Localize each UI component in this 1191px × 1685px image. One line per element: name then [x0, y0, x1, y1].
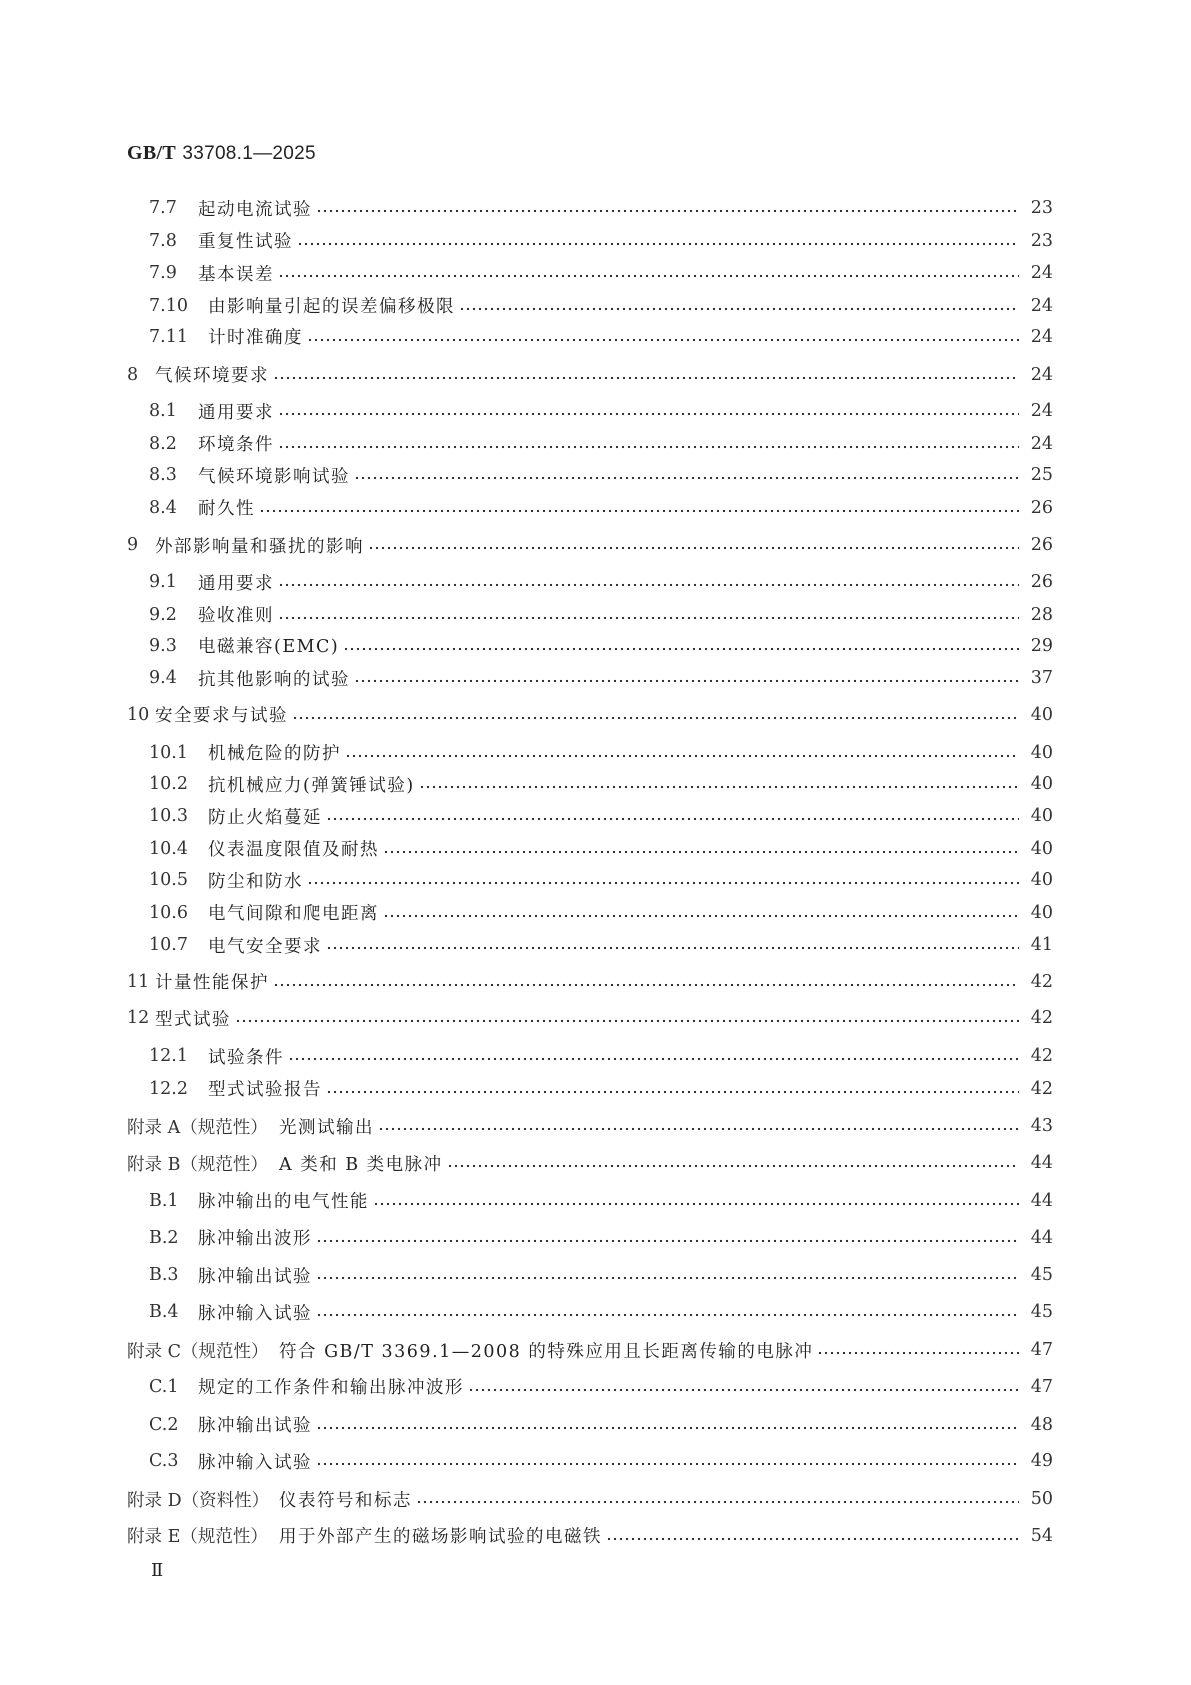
toc-entry[interactable] — [0, 901, 1191, 925]
toc-page: 24 — [1030, 364, 1053, 385]
standard-number: 33708.1—2025 — [182, 143, 316, 164]
dot-leader — [307, 338, 1019, 342]
dot-leader — [288, 1057, 1019, 1061]
toc-entry[interactable] — [0, 804, 1191, 828]
toc-entry[interactable] — [0, 837, 1191, 861]
toc-entry[interactable] — [0, 741, 1191, 765]
page-number: Ⅱ — [151, 1560, 164, 1581]
toc-number: B.3 — [149, 1265, 179, 1286]
toc-page: 47 — [1030, 1376, 1053, 1397]
toc-entry[interactable] — [0, 363, 1191, 387]
toc-page: 45 — [1030, 1265, 1053, 1286]
toc-page: 44 — [1030, 1190, 1053, 1211]
dot-leader — [316, 1313, 1019, 1317]
toc-number: 7.10 — [149, 295, 188, 316]
toc-number: 10.1 — [149, 742, 188, 763]
toc-entry[interactable] — [0, 432, 1191, 456]
toc-title: 抗机械应力(弹簧锤试验) — [208, 775, 415, 796]
dot-leader — [345, 754, 1019, 758]
dot-leader — [373, 1202, 1019, 1206]
toc-title: 脉冲输入试验 — [198, 1452, 312, 1473]
dot-leader — [326, 1090, 1019, 1094]
toc-entry[interactable] — [0, 634, 1191, 658]
toc-entry[interactable] — [0, 570, 1191, 594]
toc-number: 9.1 — [149, 572, 177, 593]
dot-leader — [316, 1426, 1019, 1430]
toc-number: 10.4 — [149, 838, 188, 859]
toc-title: 符合 GB/T 3369.1—2008 的特殊应用且长距离传输的电脉冲 — [279, 1341, 814, 1362]
dot-leader — [416, 1500, 1019, 1504]
toc-number: 8.4 — [149, 497, 177, 518]
toc-entry[interactable] — [0, 1077, 1191, 1101]
toc-number: 8 — [127, 364, 139, 385]
toc-number: 附录 E（规范性） — [127, 1527, 268, 1548]
toc-number: 附录 C（规范性） — [127, 1341, 269, 1362]
toc-entry[interactable] — [0, 1375, 1191, 1399]
toc-entry[interactable] — [0, 261, 1191, 285]
dot-leader — [383, 914, 1019, 918]
toc-title: 型式试验 — [155, 1009, 231, 1030]
toc-page: 47 — [1030, 1340, 1053, 1360]
dot-leader — [606, 1537, 1019, 1541]
toc-page: 54 — [1030, 1525, 1053, 1546]
toc-title: 脉冲输出的电气性能 — [198, 1192, 369, 1213]
dot-leader — [383, 850, 1019, 854]
dot-leader — [307, 881, 1019, 885]
toc-page: 26 — [1030, 572, 1053, 593]
dot-leader — [259, 509, 1019, 513]
dot-leader — [278, 616, 1019, 620]
toc-page: 50 — [1030, 1489, 1053, 1510]
toc-entry[interactable] — [0, 463, 1191, 487]
toc-title: 外部影响量和骚扰的影响 — [155, 536, 364, 557]
toc-title: 验收准则 — [198, 606, 274, 627]
toc-number: B.1 — [149, 1190, 179, 1211]
toc-page: 44 — [1030, 1227, 1053, 1248]
toc-entry[interactable] — [0, 1338, 1191, 1362]
toc-entry[interactable] — [0, 603, 1191, 627]
toc-page: 40 — [1030, 870, 1053, 891]
toc-number: 12.1 — [149, 1046, 188, 1067]
toc-entry[interactable] — [0, 703, 1191, 727]
toc-number: 12.2 — [149, 1078, 188, 1099]
toc-number: 9.2 — [149, 604, 177, 625]
toc-title: A 类和 B 类电脉冲 — [279, 1154, 443, 1175]
dot-leader — [354, 679, 1019, 683]
toc-page: 26 — [1030, 497, 1053, 518]
toc-title: 光测试输出 — [279, 1117, 374, 1138]
toc-page: 24 — [1030, 401, 1053, 422]
toc-title: 通用要求 — [198, 573, 274, 594]
toc-number: 8.2 — [149, 433, 177, 454]
toc-page: 24 — [1030, 433, 1053, 454]
toc-page: 43 — [1030, 1116, 1053, 1137]
dot-leader — [273, 983, 1019, 987]
document-header — [127, 142, 316, 165]
toc-entry[interactable] — [0, 868, 1191, 892]
toc-number: 11 — [127, 971, 150, 992]
toc-title: 脉冲输入试验 — [198, 1303, 312, 1324]
toc-title: 试验条件 — [208, 1047, 284, 1068]
toc-entry[interactable] — [0, 1226, 1191, 1250]
dot-leader — [468, 1388, 1019, 1392]
toc-title: 脉冲输出试验 — [198, 1416, 312, 1437]
toc-entry[interactable] — [0, 1449, 1191, 1473]
toc-entry[interactable] — [0, 1300, 1191, 1324]
toc-entry[interactable] — [0, 294, 1191, 318]
toc-title: 仪表符号和标志 — [279, 1490, 412, 1511]
toc-page: 42 — [1030, 1008, 1053, 1029]
dot-leader — [326, 817, 1019, 821]
toc-number: 10.3 — [149, 806, 188, 827]
toc-title: 型式试验报告 — [208, 1080, 322, 1101]
toc-entry[interactable] — [0, 970, 1191, 994]
toc-number: 9 — [127, 535, 139, 556]
toc-number: 10 — [127, 704, 150, 725]
toc-number: 8.1 — [149, 401, 177, 422]
toc-page: 44 — [1030, 1153, 1053, 1174]
toc-entry[interactable] — [0, 1487, 1191, 1511]
toc-number: 7.7 — [149, 198, 177, 219]
toc-number: 9.4 — [149, 668, 177, 689]
toc-entry[interactable] — [0, 325, 1191, 349]
toc-number: C.1 — [149, 1376, 179, 1397]
dot-leader — [292, 716, 1019, 720]
toc-title: 抗其他影响的试验 — [198, 669, 350, 690]
toc-entry[interactable] — [0, 399, 1191, 423]
dot-leader — [447, 1164, 1019, 1168]
toc-page: 25 — [1030, 465, 1053, 486]
toc-title: 耐久性 — [198, 499, 255, 520]
toc-number: C.2 — [149, 1414, 179, 1435]
toc-page: 48 — [1030, 1414, 1053, 1435]
dot-leader — [378, 1127, 1019, 1131]
toc-title: 机械危险的防护 — [208, 744, 341, 765]
toc-entry[interactable] — [0, 1189, 1191, 1213]
dot-leader — [343, 647, 1019, 651]
dot-leader — [278, 583, 1019, 587]
toc-entry[interactable] — [0, 1114, 1191, 1138]
toc-page: 40 — [1030, 704, 1053, 725]
toc-page: 42 — [1030, 1046, 1053, 1067]
dot-leader — [459, 307, 1019, 311]
toc-number: 9.3 — [149, 635, 177, 656]
toc-title: 规定的工作条件和输出脉冲波形 — [198, 1378, 464, 1399]
toc-title: 脉冲输出波形 — [198, 1229, 312, 1250]
toc-page: 23 — [1030, 230, 1053, 251]
toc-page: 40 — [1030, 806, 1053, 827]
toc-number: C.3 — [149, 1451, 179, 1472]
toc-number: 7.8 — [149, 230, 177, 251]
toc-number: 8.3 — [149, 465, 177, 486]
toc-title: 仪表温度限值及耐热 — [208, 840, 379, 861]
toc-title: 基本误差 — [198, 264, 274, 285]
toc-page: 40 — [1030, 742, 1053, 763]
standard-code: GB/T — [127, 142, 176, 164]
dot-leader — [316, 1276, 1019, 1280]
toc-title: 防止火焰蔓延 — [208, 807, 322, 828]
toc-title: 计时准确度 — [208, 328, 303, 349]
toc-entry[interactable] — [0, 196, 1191, 220]
toc-page: 40 — [1030, 774, 1053, 795]
toc-page: 29 — [1030, 635, 1053, 656]
toc-page: 42 — [1030, 1078, 1053, 1099]
toc-entry[interactable] — [0, 1006, 1191, 1030]
dot-leader — [297, 242, 1019, 246]
dot-leader — [817, 1351, 1019, 1355]
toc-title: 防尘和防水 — [208, 871, 303, 892]
toc-number: 10.2 — [149, 774, 188, 795]
toc-entry[interactable] — [0, 933, 1191, 957]
toc-entry[interactable] — [0, 533, 1191, 557]
toc-page: 24 — [1030, 295, 1053, 316]
toc-number: 10.7 — [149, 935, 188, 955]
toc-page: 23 — [1030, 198, 1053, 219]
toc-title: 环境条件 — [198, 435, 274, 456]
toc-title: 通用要求 — [198, 402, 274, 423]
toc-entry[interactable] — [0, 1263, 1191, 1287]
toc-page: 37 — [1030, 668, 1053, 689]
toc-page: 41 — [1030, 935, 1053, 955]
toc-number: 7.9 — [149, 263, 177, 284]
toc-entry[interactable] — [0, 1524, 1191, 1548]
toc-entry[interactable] — [0, 229, 1191, 253]
toc-title: 安全要求与试验 — [155, 706, 288, 727]
dot-leader — [326, 946, 1019, 950]
toc-page: 40 — [1030, 902, 1053, 923]
dot-leader — [278, 274, 1019, 278]
toc-title: 电磁兼容(EMC) — [198, 637, 340, 658]
toc-title: 重复性试验 — [198, 232, 293, 253]
toc-number: 附录 A（规范性） — [127, 1117, 268, 1138]
toc-entry[interactable] — [0, 1044, 1191, 1068]
toc-number: 10.5 — [149, 870, 188, 891]
toc-title: 用于外部产生的磁场影响试验的电磁铁 — [279, 1527, 602, 1548]
dot-leader — [316, 1239, 1019, 1243]
toc-page: 24 — [1030, 326, 1053, 347]
toc-page: 26 — [1030, 535, 1053, 556]
toc-number: 7.11 — [149, 326, 188, 347]
toc-number: 附录 D（资料性） — [127, 1490, 270, 1511]
toc-number: 10.6 — [149, 902, 188, 923]
dot-leader — [354, 476, 1019, 480]
dot-leader — [419, 785, 1019, 789]
toc-page: 49 — [1030, 1451, 1053, 1472]
toc-entry[interactable] — [0, 1413, 1191, 1437]
toc-title: 电气间隙和爬电距离 — [208, 904, 379, 925]
toc-entry[interactable] — [0, 496, 1191, 520]
dot-leader — [316, 209, 1019, 213]
dot-leader — [235, 1019, 1019, 1023]
toc-page: 45 — [1030, 1302, 1053, 1323]
toc-page: 28 — [1030, 604, 1053, 625]
toc-number: B.4 — [149, 1302, 179, 1323]
toc-page: 24 — [1030, 263, 1053, 284]
toc-title: 气候环境要求 — [155, 366, 269, 387]
dot-leader — [368, 546, 1019, 550]
dot-leader — [273, 376, 1019, 380]
toc-page: 40 — [1030, 838, 1053, 859]
toc-entry[interactable] — [0, 666, 1191, 690]
toc-title: 脉冲输出试验 — [198, 1266, 312, 1287]
dot-leader — [278, 412, 1019, 416]
toc-number: 12 — [127, 1008, 150, 1029]
toc-number: 附录 B（规范性） — [127, 1154, 268, 1175]
toc-title: 起动电流试验 — [198, 199, 312, 220]
dot-leader — [278, 445, 1019, 449]
toc-title: 由影响量引起的误差偏移极限 — [208, 297, 455, 318]
toc-entry[interactable] — [0, 772, 1191, 796]
toc-entry[interactable] — [0, 1151, 1191, 1175]
toc-title: 电气安全要求 — [208, 936, 322, 957]
toc-page: 42 — [1030, 971, 1053, 992]
toc-number: B.2 — [149, 1227, 179, 1248]
toc-title: 计量性能保护 — [155, 973, 269, 994]
toc-title: 气候环境影响试验 — [198, 466, 350, 487]
dot-leader — [316, 1462, 1019, 1466]
